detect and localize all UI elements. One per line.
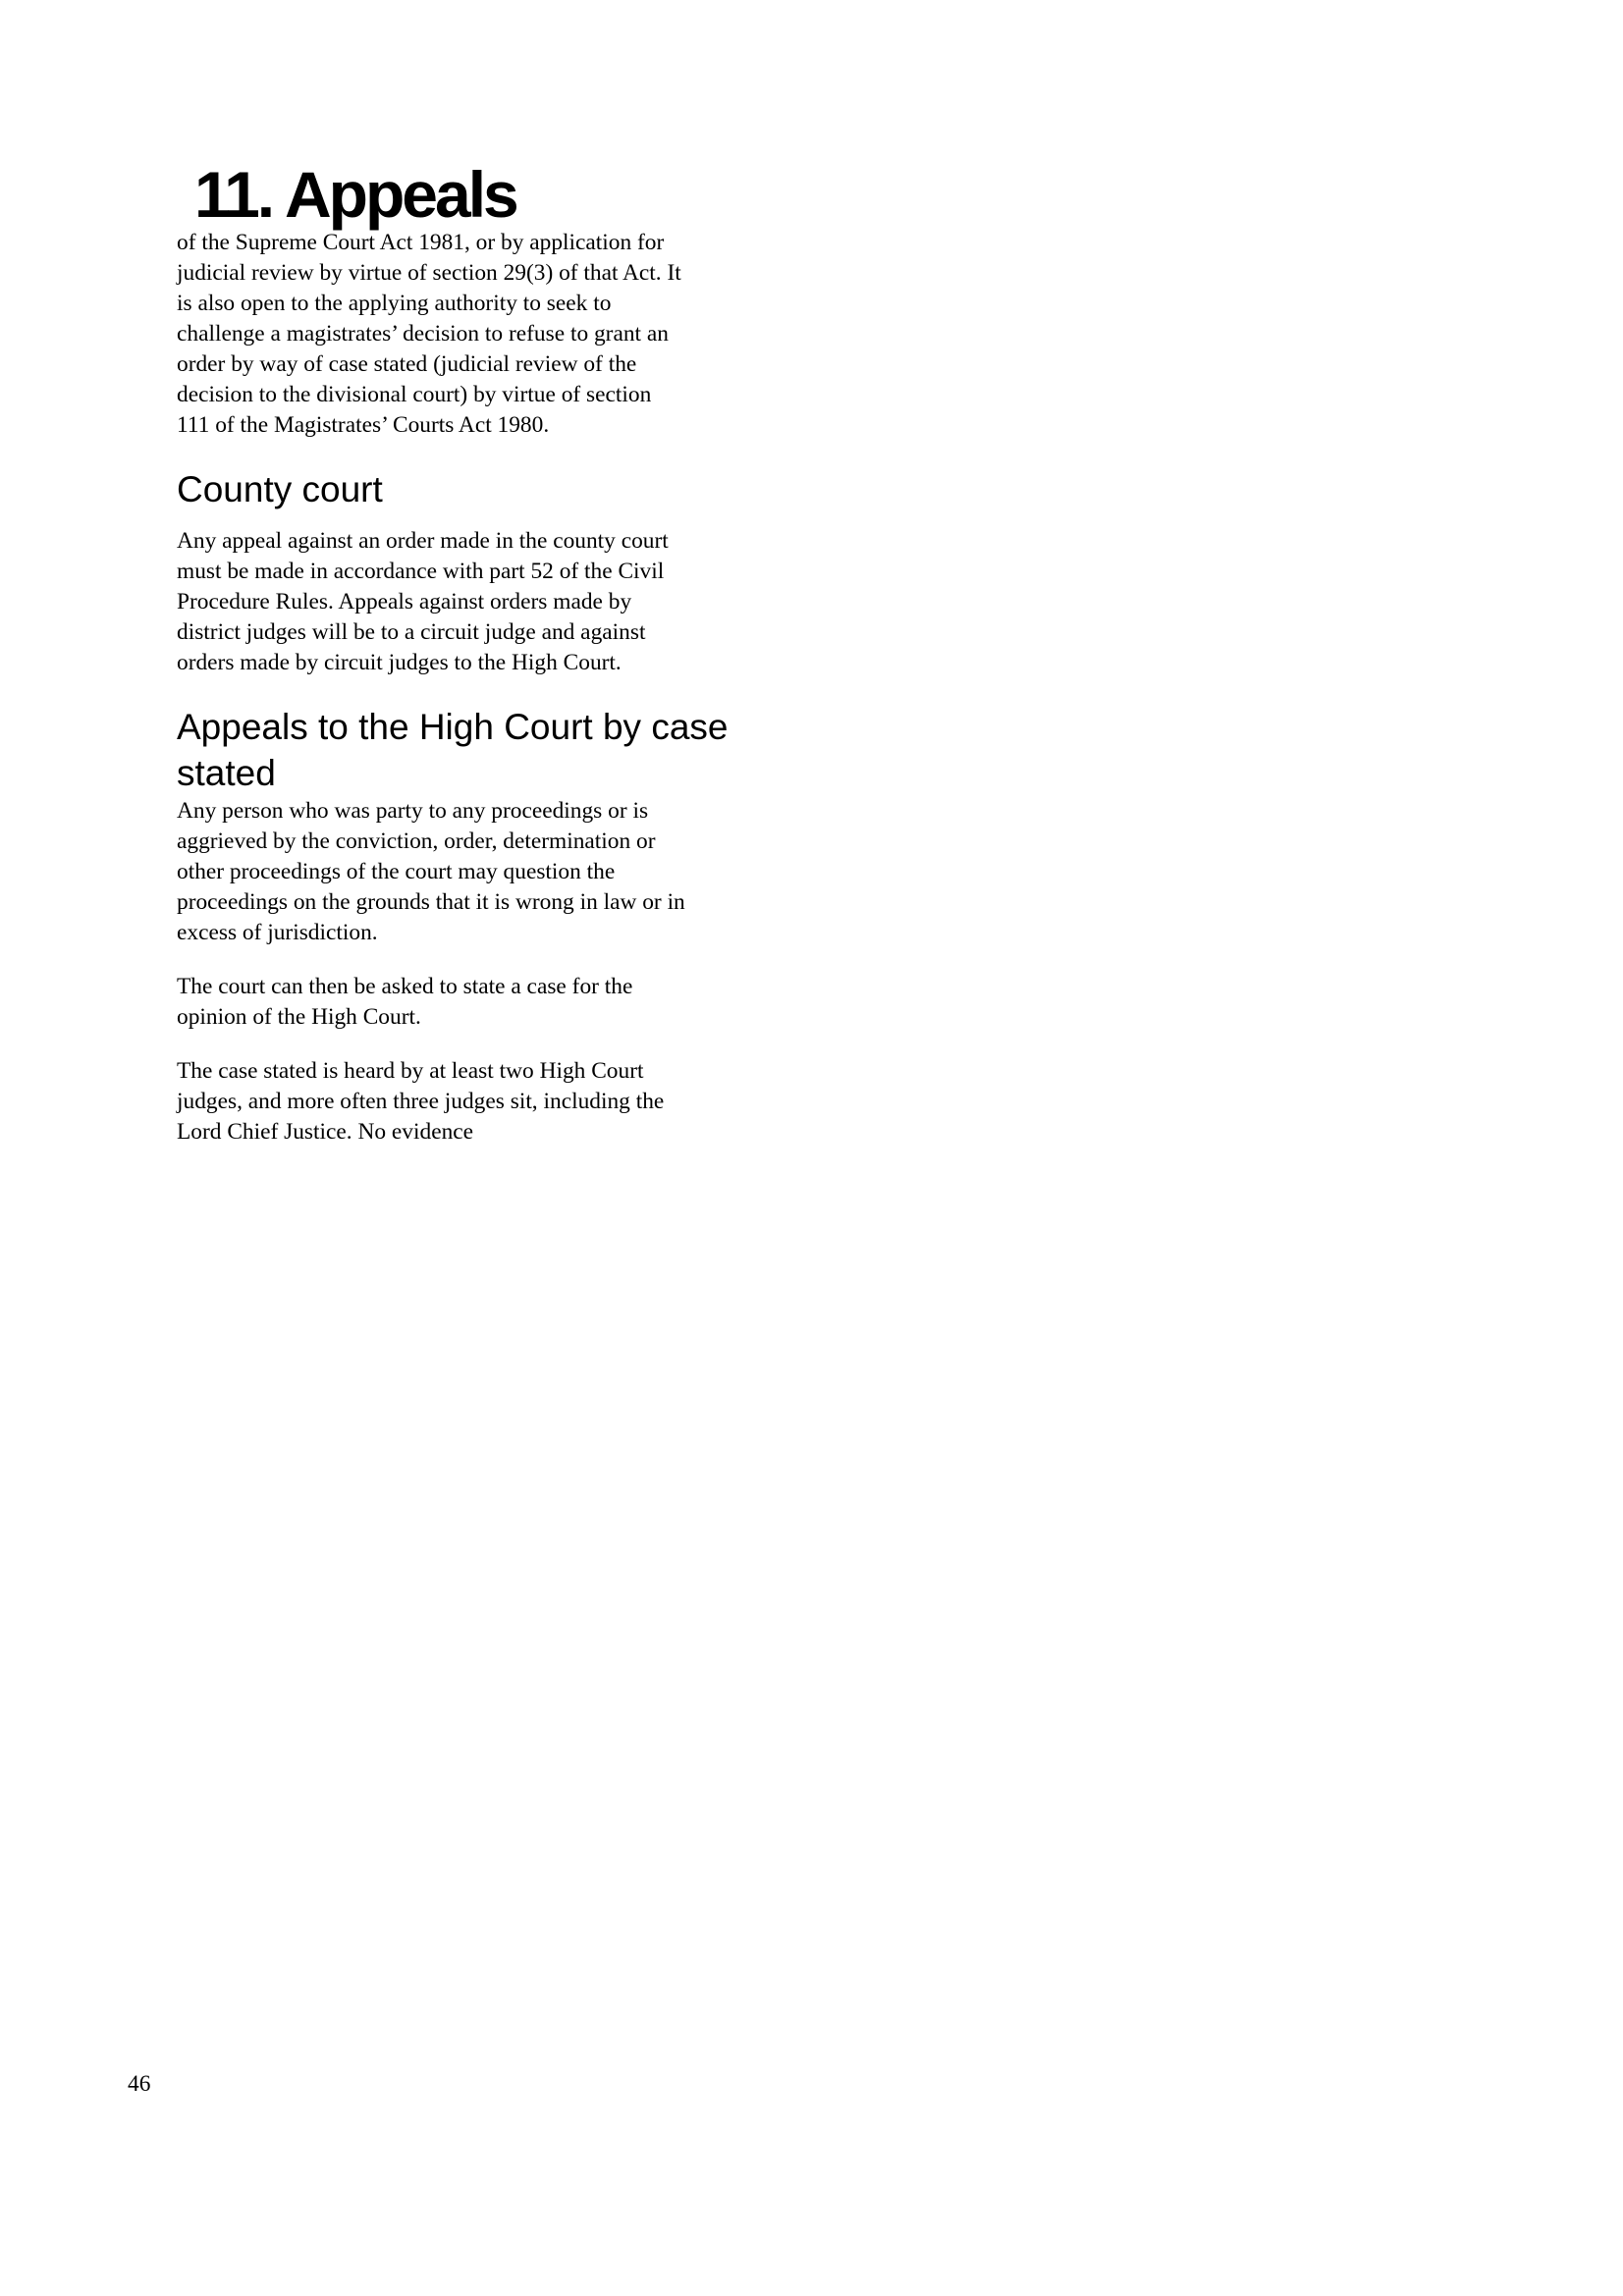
section-heading-county-court: County court — [177, 469, 383, 509]
text-line: The court can then be asked to state a case for the — [177, 974, 633, 999]
text-line: orders made by circuit judges to the High Court. — [177, 650, 622, 675]
text-line: opinion of the High Court. — [177, 1004, 421, 1030]
text-line: judges, and more often three judges sit, including the — [177, 1089, 665, 1114]
text-line: of the Supreme Court Act 1981, or by application for — [177, 230, 665, 255]
text-line: aggrieved by the conviction, order, determination or — [177, 828, 656, 854]
case-stated-paragraph-1 — [177, 796, 766, 948]
text-line: decision to the divisional court) by virtue of section — [177, 382, 652, 407]
section-heading-case-stated — [177, 704, 766, 796]
heading-line: stated — [177, 753, 276, 793]
text-line: proceedings on the grounds that it is wrong in law or in — [177, 889, 685, 915]
case-stated-paragraph-3 — [177, 1056, 766, 1148]
case-stated-paragraph-2 — [177, 972, 766, 1033]
chapter-title: 11. Appeals — [194, 158, 516, 231]
text-column — [177, 228, 766, 1148]
text-line: 111 of the Magistrates’ Courts Act 1980. — [177, 412, 550, 438]
county-court-paragraph — [177, 526, 766, 678]
heading-line: Appeals to the High Court by case — [177, 707, 729, 747]
text-line: must be made in accordance with part 52 of the Civil — [177, 559, 665, 584]
text-line: order by way of case stated (judicial review of the — [177, 351, 637, 377]
text-line: district judges will be to a circuit judge and against — [177, 619, 646, 645]
page-number: 46 — [128, 2071, 151, 2097]
text-line: Procedure Rules. Appeals against orders made by — [177, 589, 632, 614]
text-line: judicial review by virtue of section 29(3) of that Act. It — [177, 260, 681, 286]
text-line: challenge a magistrates’ decision to refuse to grant an — [177, 321, 669, 347]
text-line: other proceedings of the court may question the — [177, 859, 616, 884]
text-line: Lord Chief Justice. No evidence — [177, 1119, 474, 1145]
text-line: The case stated is heard by at least two High Court — [177, 1058, 644, 1084]
intro-paragraph — [177, 228, 766, 441]
text-line: Any appeal against an order made in the county court — [177, 528, 669, 554]
text-line: Any person who was party to any proceedings or is — [177, 798, 649, 824]
text-line: is also open to the applying authority to seek to — [177, 291, 612, 316]
text-line: excess of jurisdiction. — [177, 920, 378, 945]
